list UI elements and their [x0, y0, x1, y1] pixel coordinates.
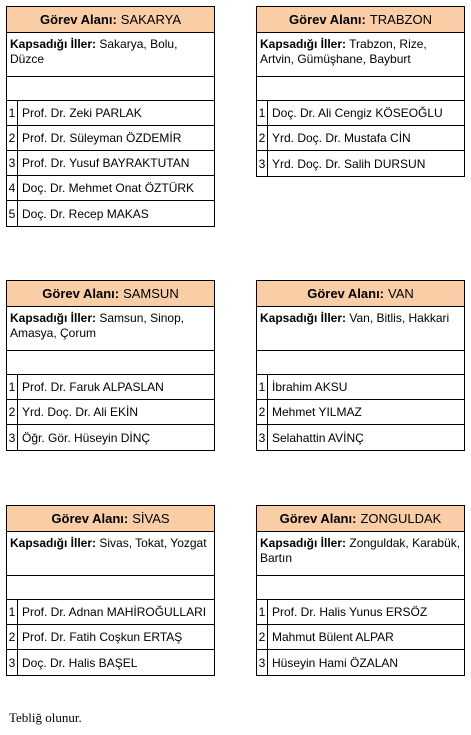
member-row [7, 375, 214, 400]
member-number: 1 [257, 375, 268, 399]
provinces-label: Kapsadığı İller: [10, 536, 97, 550]
provinces-value: Van, Bitlis, Hakkari [349, 311, 450, 325]
member-row [257, 625, 464, 650]
member-name: Doç. Dr. Halis BAŞEL [22, 655, 138, 670]
provinces-value: Zonguldak, Karabük, Bartın [260, 536, 461, 565]
region-header [7, 281, 214, 307]
member-number: 1 [7, 101, 18, 125]
member-name: Hüseyin Hami ÖZALAN [272, 655, 399, 670]
region-title-label: Görev Alanı: [289, 12, 366, 27]
provinces-cell [257, 532, 464, 576]
member-row [7, 425, 214, 450]
member-name: Öğr. Gör. Hüseyin DİNÇ [22, 430, 151, 445]
member-row [7, 126, 214, 151]
member-name: Mehmet YILMAZ [272, 405, 362, 419]
member-name: Prof. Dr. Zeki PARLAK [22, 106, 142, 120]
provinces-cell [257, 307, 464, 351]
blank-row [257, 77, 464, 101]
member-row [257, 650, 464, 675]
footer-text: Tebliğ olunur. [9, 710, 82, 725]
member-name: Prof. Dr. Faruk ALPASLAN [22, 380, 164, 394]
provinces-cell [7, 33, 214, 77]
region-title-label: Görev Alanı: [307, 286, 385, 301]
member-name: Yrd. Doç. Dr. Salih DURSUN [272, 156, 426, 171]
region-box-sivas [6, 505, 215, 676]
provinces-label: Kapsadığı İller: [10, 311, 97, 325]
member-number: 5 [7, 201, 18, 226]
region-box-trabzon [256, 6, 465, 177]
region-title-label: Görev Alanı: [51, 511, 129, 526]
member-number: 2 [7, 126, 18, 150]
member-row [257, 126, 464, 151]
member-name: İbrahim AKSU [272, 380, 348, 394]
blank-row [257, 576, 464, 600]
member-row [7, 201, 214, 226]
blank-row [7, 351, 214, 375]
provinces-value: Trabzon, Rize, Artvin, Gümüşhane, Bayburt [260, 37, 427, 66]
member-number: 2 [257, 126, 268, 150]
member-number: 1 [7, 600, 18, 624]
member-number: 1 [257, 600, 268, 624]
member-row [7, 176, 214, 201]
region-header [257, 506, 464, 532]
member-name: Prof. Dr. Yusuf BAYRAKTUTAN [22, 156, 190, 170]
member-name: Doç. Dr. Recep MAKAS [22, 206, 149, 221]
region-title-label: Görev Alanı: [279, 511, 357, 526]
member-number: 3 [257, 151, 268, 176]
provinces-value: Samsun, Sinop, Amasya, Çorum [10, 311, 185, 340]
region-header [257, 281, 464, 307]
blank-row [7, 576, 214, 600]
blank-row [257, 351, 464, 375]
region-title-value: TRABZON [369, 12, 432, 27]
provinces-label: Kapsadığı İller: [260, 37, 347, 51]
region-title-value: ZONGULDAK [360, 511, 442, 526]
member-name: Prof. Dr. Fatih Coşkun ERTAŞ [22, 630, 183, 644]
region-title-value: SAKARYA [120, 12, 182, 27]
member-row [257, 101, 464, 126]
blank-row [7, 77, 214, 101]
member-row [7, 625, 214, 650]
member-row [257, 425, 464, 450]
member-number: 3 [7, 650, 18, 675]
member-row [7, 650, 214, 675]
member-row [257, 400, 464, 425]
region-title-value: SAMSUN [123, 286, 179, 301]
member-row [7, 600, 214, 625]
member-number: 2 [257, 400, 268, 424]
member-number: 3 [257, 425, 268, 450]
member-row [7, 400, 214, 425]
region-title-label: Görev Alanı: [39, 12, 117, 27]
region-title-label: Görev Alanı: [42, 286, 120, 301]
region-title-value: VAN [388, 286, 414, 301]
provinces-cell [7, 307, 214, 351]
member-name: Prof. Dr. Halis Yunus ERSÖZ [272, 605, 428, 619]
member-number: 1 [257, 101, 268, 125]
provinces-label: Kapsadığı İller: [260, 311, 347, 325]
member-number: 2 [7, 625, 18, 649]
region-box-van [256, 280, 465, 451]
member-number: 3 [7, 151, 18, 175]
member-name: Mahmut Bülent ALPAR [272, 630, 394, 644]
member-row [257, 600, 464, 625]
region-header [7, 506, 214, 532]
region-title-value: SİVAS [132, 511, 170, 526]
region-box-samsun [6, 280, 215, 451]
provinces-label: Kapsadığı İller: [10, 37, 97, 51]
member-number: 2 [257, 625, 268, 649]
member-number: 1 [7, 375, 18, 399]
member-name: Prof. Dr. Süleyman ÖZDEMİR [22, 131, 182, 145]
member-name: Doç. Dr. Ali Cengiz KÖSEOĞLU [272, 106, 443, 120]
member-number: 3 [257, 650, 268, 675]
member-number: 3 [7, 425, 18, 450]
member-row [7, 101, 214, 126]
member-row [7, 151, 214, 176]
region-header [257, 7, 464, 33]
member-number: 4 [7, 176, 18, 200]
member-name: Selahattin AVİNÇ [272, 430, 364, 445]
provinces-cell [257, 33, 464, 77]
member-row [257, 151, 464, 176]
member-number: 2 [7, 400, 18, 424]
provinces-label: Kapsadığı İller: [260, 536, 347, 550]
member-name: Doç. Dr. Mehmet Onat ÖZTÜRK [22, 181, 195, 195]
member-name: Yrd. Doç. Dr. Ali EKİN [22, 405, 139, 419]
member-row [257, 375, 464, 400]
region-header [7, 7, 214, 33]
provinces-value: Sivas, Tokat, Yozgat [99, 536, 207, 550]
provinces-cell [7, 532, 214, 576]
provinces-value: Sakarya, Bolu, Düzce [10, 37, 178, 66]
region-box-zonguldak [256, 505, 465, 676]
member-name: Prof. Dr. Adnan MAHİROĞULLARI [22, 605, 207, 619]
member-name: Yrd. Doç. Dr. Mustafa CİN [272, 131, 411, 145]
region-box-sakarya [6, 6, 215, 227]
